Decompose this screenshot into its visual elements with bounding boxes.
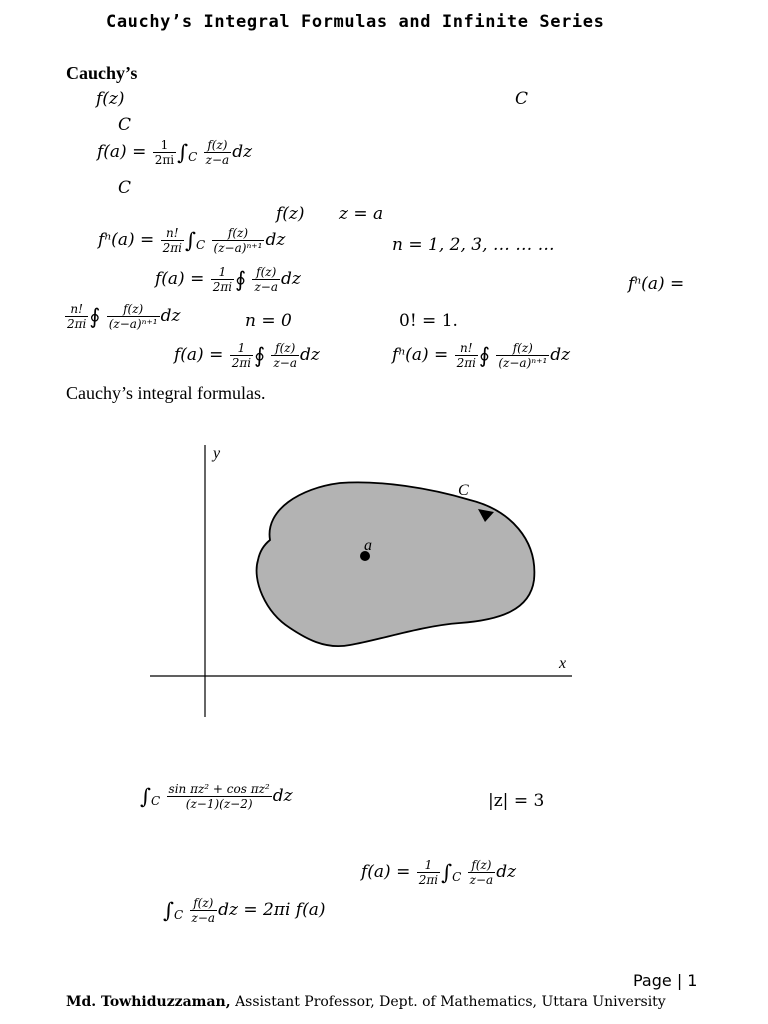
fraction-fz-over-z-minus-a-5: $\frac{f(z)}{z-a}$	[191, 896, 216, 925]
fraction-fz-over-power: $\frac{f(z)}{\text{(z−a)ⁿ⁺¹}}$	[213, 226, 263, 255]
symbol-mod-z: |z| = 3	[488, 791, 545, 811]
fraction-fz-over-z-minus-a-2: $\frac{f(z)}{z-a}$	[254, 265, 278, 294]
symbol-fz-2: f(z)	[276, 204, 305, 224]
fraction-1-over-2pi-i-3: $\frac{1}{2\pi i}$	[231, 341, 252, 370]
fraction-1-over-2pi-i-4: $\frac{1}{2\pi i}$	[418, 858, 439, 887]
contour-figure	[140, 440, 580, 725]
cauchy-formula-rearranged: $\int_C$ $\frac{f(z)}{z-a}$ dz = 2πi f(a)	[163, 896, 326, 925]
symbol-n-zero: n = 0	[245, 311, 292, 331]
symbol-n-values: n = 1, 2, 3, … … …	[392, 235, 555, 255]
cauchy-formula-n-contour: $\frac{n!}{2\pi i}$ ∮ $\frac{f(z)}{\text{(z−a)ⁿ⁺¹}}$ dz	[67, 302, 181, 331]
y-axis-label: y	[213, 445, 221, 462]
document-title: Cauchy’s Integral Formulas and Infinite Series	[106, 12, 605, 32]
section-heading: Cauchy’s	[66, 63, 138, 83]
page-number: Page | 1	[633, 971, 698, 990]
fraction-1-over-2pi-i: $\frac{1}{2\pi i}$	[154, 138, 175, 167]
author-role: Assistant Professor, Dept. of Mathematics, Uttara University	[235, 994, 666, 1010]
cauchy-formula-n: fⁿ(a) = $\frac{n!}{2\pi i}$ $\int_C$ $\frac{f(z)}{\text{(z−a)ⁿ⁺¹}}$ dz	[98, 226, 286, 255]
curve-C-label: C	[458, 482, 469, 499]
fraction-fz-over-power-2: $\frac{f(z)}{\text{(z−a)ⁿ⁺¹}}$	[108, 302, 158, 331]
fraction-n-fact-over-2pi-i-2: $\frac{n!}{2\pi i}$	[67, 302, 87, 331]
footer-author	[66, 994, 666, 1010]
symbol-fz: f(z)	[96, 89, 125, 109]
fraction-sin-cos: $\frac{\text{sin πz² + cos πz²}}{(z-1)(z-2)}$	[168, 782, 270, 811]
x-axis-label: x	[559, 655, 567, 672]
cauchy-formula-restated: f(a) = $\frac{1}{2\pi i}$ $\int_C$ $\frac{f(z)}{z-a}$ dz	[361, 858, 517, 887]
cauchy-formula-display-2: fⁿ(a) = $\frac{n!}{2\pi i}$ ∮ $\frac{f(z)}{\text{(z−a)ⁿ⁺¹}}$ dz	[392, 341, 571, 370]
fraction-fz-over-z-minus-a-3: $\frac{f(z)}{z-a}$	[273, 341, 297, 370]
shaded-region	[257, 482, 535, 646]
cauchy-formula-1: f(a) = $\frac{1}{2\pi i}$ $\int_C$ $\frac{f(z)}{z-a}$ dz	[97, 138, 253, 167]
point-a-label: a	[364, 537, 372, 554]
example-integral: $\int_C$ $\frac{\text{sin πz² + cos πz²}}{(z-1)(z-2)}$ dz	[140, 782, 293, 811]
author-name: Md. Towhiduzzaman,	[66, 994, 231, 1010]
symbol-z-eq-a: z = a	[339, 204, 384, 224]
fraction-fz-over-power-3: $\frac{f(z)}{\text{(z−a)ⁿ⁺¹}}$	[498, 341, 548, 370]
fraction-fz-over-z-minus-a-4: $\frac{f(z)}{z-a}$	[469, 858, 494, 887]
symbol-fn-a-eq: fⁿ(a) =	[628, 274, 685, 294]
symbol-zero-factorial: 0! = 1.	[399, 311, 458, 331]
caption-text: Cauchy’s integral formulas.	[66, 383, 266, 403]
fraction-n-fact-over-2pi-i: $\frac{n!}{2\pi i}$	[162, 226, 182, 255]
symbol-C-right: C	[515, 89, 529, 109]
cauchy-formula-display-1: f(a) = $\frac{1}{2\pi i}$ ∮ $\frac{f(z)}{z-a}$ dz	[174, 341, 320, 370]
fraction-fz-over-z-minus-a: $\frac{f(z)}{z-a}$	[205, 138, 230, 167]
symbol-C-1: C	[118, 115, 132, 135]
fraction-1-over-2pi-i-2: $\frac{1}{2\pi i}$	[212, 265, 233, 294]
cauchy-formula-contour: f(a) = $\frac{1}{2\pi i}$ ∮ $\frac{f(z)}{z-a}$ dz	[155, 265, 301, 294]
symbol-C-2: C	[118, 178, 132, 198]
fraction-n-fact-over-2pi-i-3: $\frac{n!}{2\pi i}$	[456, 341, 476, 370]
